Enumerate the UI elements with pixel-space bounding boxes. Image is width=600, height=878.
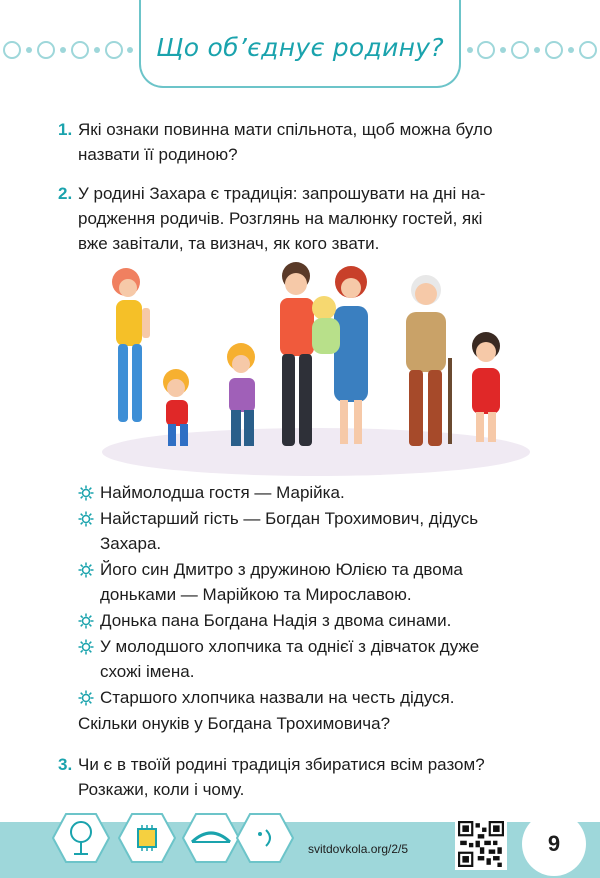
- sun-bullet-icon: [78, 639, 94, 655]
- clue-item: Старшого хлопчика назвали на честь дідуся.: [78, 685, 568, 710]
- smile-hex-icon: [236, 812, 294, 864]
- question-number: 2.: [58, 184, 73, 203]
- older-boy-figure: [227, 343, 255, 446]
- question-line: назвати її родиною?: [78, 145, 238, 164]
- woman-with-baby-figure: [312, 266, 368, 444]
- question-2: [58, 181, 485, 256]
- page-title: Що об’єднує родину?: [156, 33, 444, 62]
- small-boy-figure: [163, 369, 189, 446]
- question-line: У родині Захара є традиція: запрошувати на дні на-: [78, 184, 486, 203]
- bridge-hex-icon: [182, 812, 240, 864]
- sun-bullet-icon: [78, 690, 94, 706]
- final-question: Скільки онуків у Богдана Трохимовича?: [78, 714, 391, 733]
- page-number-badge: [522, 812, 586, 876]
- family-illustration: [96, 262, 530, 480]
- clue-item: Його син Дмитро з дружиною Юлією та двома доньками — Марійкою та Мирославою.: [78, 557, 568, 607]
- page-number: 9: [547, 831, 561, 856]
- clue-item: У молодшого хлопчика та однієї з дівчаток дуже схожі імена.: [78, 634, 568, 684]
- question-line: вже завітали, та визнач, як кого звати.: [78, 234, 380, 253]
- question-line: Чи є в твоїй родині традиція збиратися всім разом?: [78, 755, 485, 774]
- footer-link[interactable]: svitdovkola.org/2/5: [308, 842, 409, 856]
- clue-list: [78, 480, 568, 736]
- title-frame: [139, 0, 461, 88]
- question-line: Розкажи, коли і чому.: [78, 780, 245, 799]
- question-number: 1.: [58, 120, 73, 139]
- question-line: родження родичів. Розглянь на малюнку гостей, які: [78, 209, 483, 228]
- sun-bullet-icon: [78, 511, 94, 527]
- clue-item: Найстарший гість — Богдан Трохимович, дідусь Захара.: [78, 506, 568, 556]
- clue-item: Наймолодша гостя — Марійка.: [78, 480, 568, 505]
- sun-bullet-icon: [78, 613, 94, 629]
- girl-figure: [472, 332, 500, 442]
- sun-bullet-icon: [78, 485, 94, 501]
- clue-item: Донька пана Богдана Надія з двома синами.: [78, 608, 568, 633]
- question-line: Які ознаки повинна мати спільнота, щоб можна було: [78, 120, 493, 139]
- tree-hex-icon: [52, 812, 110, 864]
- woman-figure: [112, 268, 150, 422]
- question-3: [58, 752, 485, 802]
- question-number: 3.: [58, 755, 73, 774]
- grandfather-figure: [406, 275, 452, 446]
- sun-bullet-icon: [78, 562, 94, 578]
- qr-code-icon[interactable]: [455, 818, 507, 870]
- chip-hex-icon: [118, 812, 176, 864]
- man-figure: [280, 262, 314, 446]
- question-1: [58, 117, 493, 167]
